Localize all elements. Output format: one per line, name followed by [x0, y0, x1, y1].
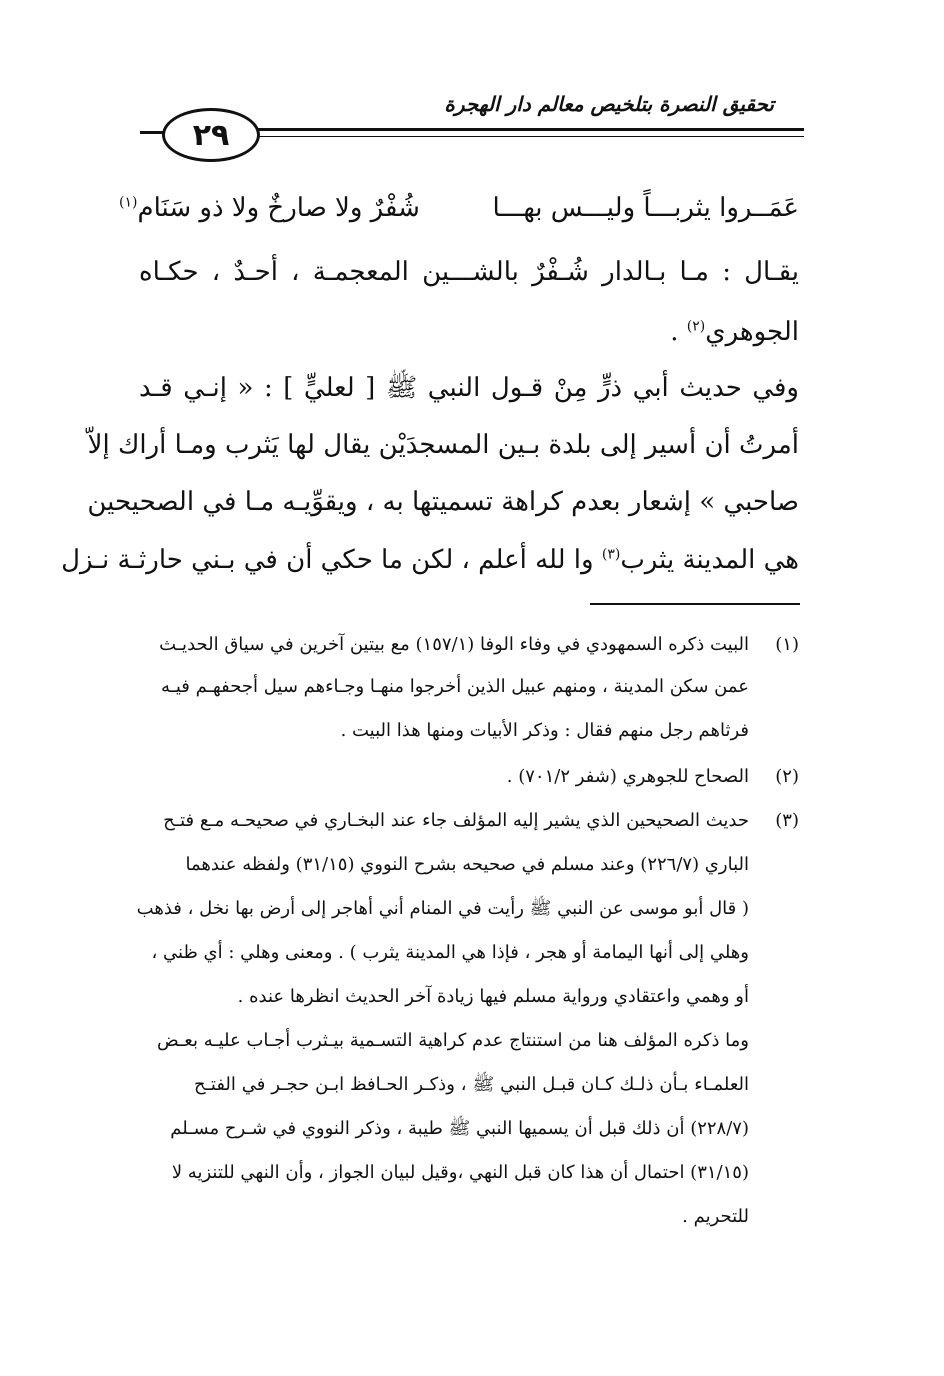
body-line: أمرتُ أن أسير إلى بلدة بـين المسجدَيْن يقال لها يَثرب ومـا أراك إلاّ: [87, 430, 799, 460]
body-line: [670, 312, 799, 352]
body-line: يقـال : مـا بـالدار شُـفْرٌ بالشـــين المعجمـة ، أحـدٌ ، حكـاه: [139, 257, 799, 287]
header-rule-thick: [250, 128, 804, 131]
footnote-line: (٣١/١٥) احتمال أن هذا كان قبل النهي ،وقيل لبيان الجواز ، وأن النهي للتنزيه لا: [171, 1162, 749, 1183]
verse-hemistich-second-text: شُفْرٌ ولا صارخٌ ولا ذو سَنَام: [137, 193, 420, 223]
footnote-line: وما ذكره المؤلف هنا من استنتاج عدم كراهية التسـمية بيـثرب أجـاب عليـه بعـض: [156, 1030, 749, 1051]
body-line: صاحبي » إشعار بعدم كراهة تسميتها به ، ويقوِّيـه مـا في الصحيحين: [87, 487, 799, 517]
footnote-line: البيت ذكره السمهودي في وفاء الوفا (١٥٧/١) مع بيتين آخرين في سياق الحديـث: [159, 634, 749, 655]
footnote-line: الباري (٢٢٦/٧) وعند مسلم في صحيحه بشرح النووي (٣١/١٥) ولفظه عندهما: [185, 854, 749, 875]
header-rule-thin: [250, 136, 804, 137]
body-line-text: هي المدينة يثرب: [620, 545, 799, 575]
verse-hemistich-first: عَمَــروا يثربـــاً وليـــس بهـــا: [492, 193, 799, 223]
footnote-ref: (٣): [601, 546, 621, 563]
footnote-line: عمن سكن المدينة ، ومنهم عبيل الذين أخرجوا منهـا وجـاءهم سيل أجحفهـم فيـه: [160, 676, 749, 697]
footnote-line: للتحريم .: [682, 1206, 749, 1227]
page-number-text: ٢٩: [192, 117, 230, 153]
body-line: [61, 540, 799, 580]
footnote-line: فرثاهم رجل منهم فقال : وذكر الأبيات ومنها هذا البيت .: [340, 720, 749, 741]
footnote-ref: (١): [119, 194, 138, 211]
footnote-line: حديث الصحيحين الذي يشير إليه المؤلف جاء عند البخـاري في صحيحـه مـع فتـح: [163, 810, 749, 831]
body-line-end: .: [670, 317, 687, 347]
page-number: [162, 108, 260, 162]
verse-hemistich-second: [119, 188, 420, 228]
footnote-line: الصحاح للجوهري (شفر ٧٠١/٢) .: [506, 766, 749, 787]
footnote-line: ( قال أبو موسى عن النبي ﷺ رأيت في المنام أني أهاجر إلى أرض بها نخل ، فذهب: [136, 898, 749, 919]
footnote-number: (٢): [775, 766, 799, 787]
body-line: وفي حديث أبي ذرٍّ مِنْ قـول النبي ﷺ [ لعليٍّ ] : « إنـي قـد: [139, 373, 799, 403]
footnote-line: العلمـاء بـأن ذلـك كـان قبـل النبي ﷺ ، وذكـر الحـافظ ابـن حجـر في الفتـح: [194, 1074, 749, 1095]
footnote-line: أو وهمي واعتقادي ورواية مسلم فيها زيادة آخر الحديث انظرها عنده .: [237, 986, 749, 1007]
body-line-text: الجوهري: [705, 317, 799, 347]
footnote-line: وهلي إلى أنها اليمامة أو هجر ، فإذا هي المدينة يثرب ) . ومعنى وهلي : أي ظني ،: [151, 942, 749, 963]
footnote-ref: (٢): [686, 318, 706, 335]
footnote-number: (٣): [775, 810, 799, 831]
running-title: تحقيق النصرة بتلخيص معالم دار الهجرة: [444, 92, 774, 116]
footnote-separator: [590, 603, 800, 605]
header-rule-tail: [140, 131, 164, 134]
footnote-number: (١): [775, 634, 799, 655]
body-line-text: وا لله أعلم ، لكن ما حكي أن في بـني حارثـة نـزل: [61, 545, 602, 575]
footnote-line: (٢٢٨/٧) أن ذلك قبل أن يسميها النبي ﷺ طيبة ، وذكر النووي في شـرح مسـلم: [170, 1118, 749, 1139]
